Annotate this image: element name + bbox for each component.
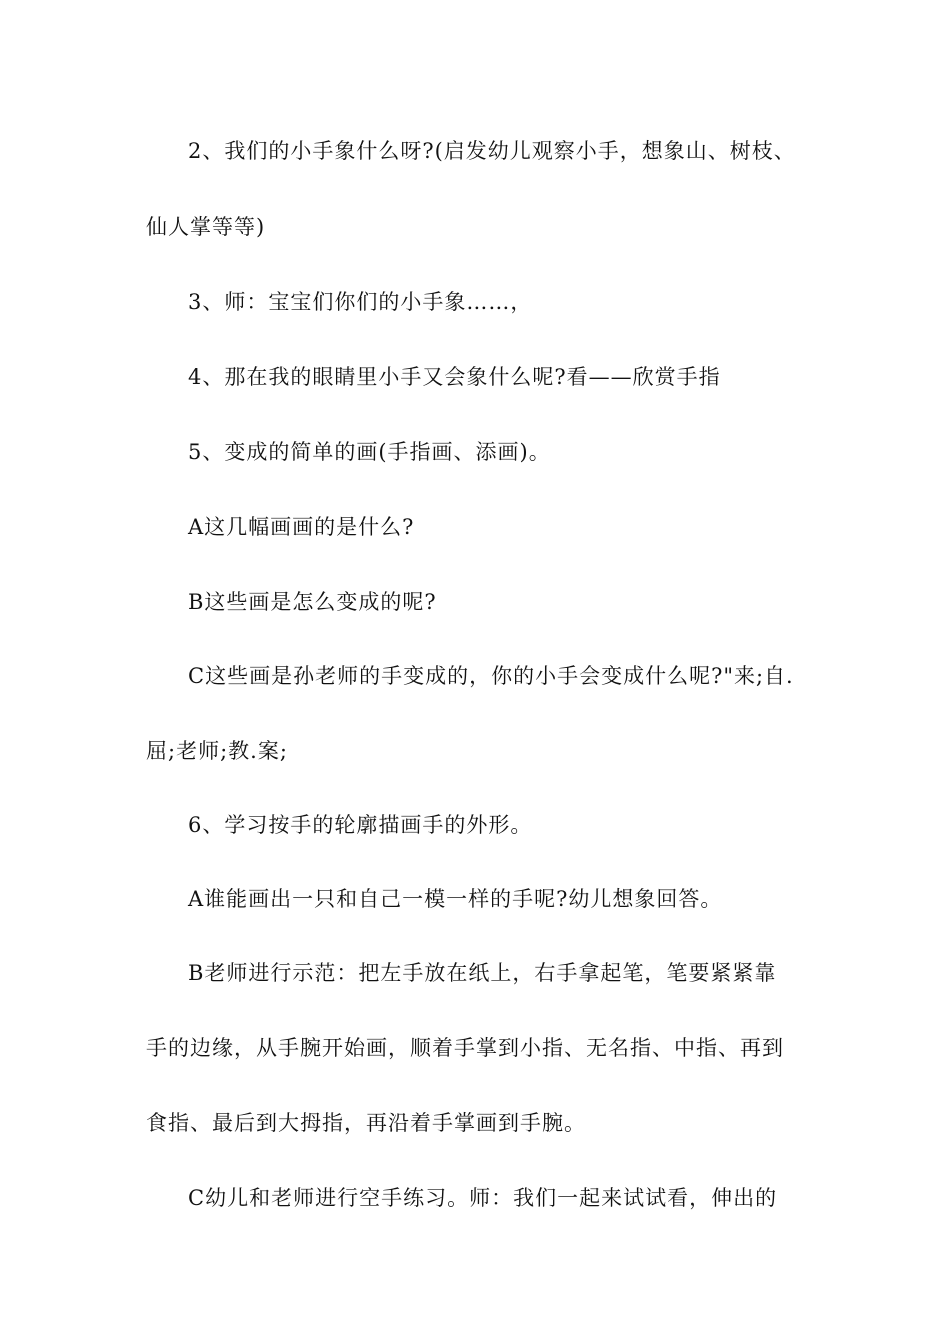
text-line: B老师进行示范：把左手放在纸上，右手拿起笔，笔要紧紧靠 (188, 961, 777, 985)
text-line: 6、学习按手的轮廓描画手的外形。 (188, 813, 533, 837)
text-line: C幼儿和老师进行空手练习。师：我们一起来试试看，伸出的 (188, 1186, 778, 1210)
text-line: 4、那在我的眼睛里小手又会象什么呢?看——欣赏手指 (188, 365, 721, 389)
text-line: 5、变成的简单的画(手指画、添画)。 (188, 440, 551, 464)
text-line: 仙人掌等等) (146, 215, 266, 239)
text-line: B这些画是怎么变成的呢? (188, 590, 437, 614)
text-line: A这几幅画画的是什么? (188, 515, 415, 539)
text-line: 2、我们的小手象什么呀?(启发幼儿观察小手，想象山、树枝、 (188, 139, 796, 163)
text-line: C这些画是孙老师的手变成的，你的小手会变成什么呢?"来;自. (188, 664, 794, 688)
text-line: 屈;老师;教.案; (146, 739, 288, 763)
text-line: 3、师：宝宝们你们的小手象……， (188, 290, 533, 314)
text-line: A谁能画出一只和自己一模一样的手呢?幼儿想象回答。 (188, 887, 723, 911)
text-line: 食指、最后到大拇指，再沿着手掌画到手腕。 (146, 1111, 586, 1135)
text-line: 手的边缘，从手腕开始画，顺着手掌到小指、无名指、中指、再到 (146, 1036, 784, 1060)
